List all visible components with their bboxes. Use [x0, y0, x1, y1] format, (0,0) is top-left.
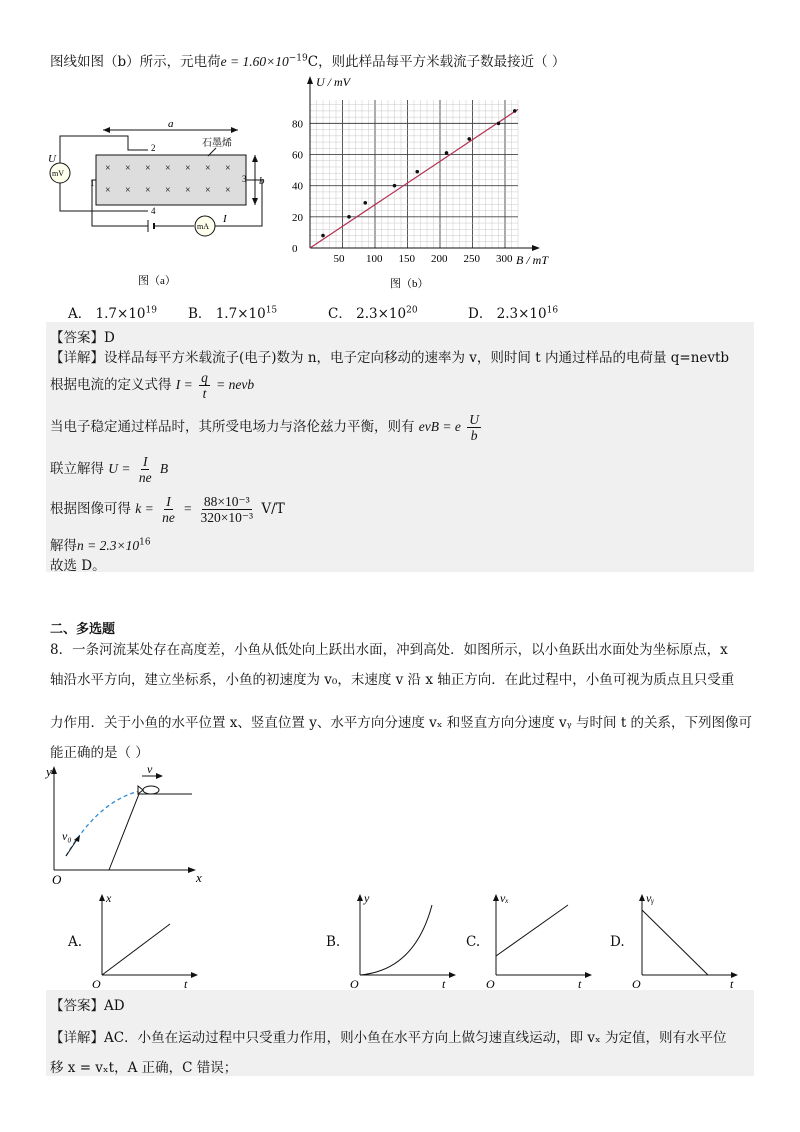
graph-option-b[interactable] — [326, 890, 466, 990]
mv-label: mV — [52, 169, 64, 178]
section-heading: 二、多选题 — [50, 622, 116, 637]
option-a-letter: A． — [68, 306, 92, 322]
q7-detail-5 — [50, 494, 285, 525]
frac-num: I — [142, 454, 148, 469]
label-a: a — [168, 118, 174, 130]
y-tick-label: 20 — [292, 211, 303, 224]
terminal-2: 2 — [151, 143, 156, 153]
frac-num: U — [469, 412, 479, 427]
option-b-letter: B． — [188, 306, 212, 322]
q8-detail-1-text: AC．小鱼在运动过程中只受重力作用，则小鱼在水平方向上做匀速直线运动，即 vₓ 为定值，则有水平位 — [104, 1030, 727, 1046]
graph-d-letter: D. — [610, 934, 625, 950]
option-c-letter: C． — [328, 306, 352, 322]
fish-jump-scene — [44, 762, 214, 887]
q7-detail-5-eq: k = — [135, 501, 154, 516]
option-c-exp: 20 — [406, 305, 418, 316]
data-point — [497, 122, 501, 126]
graph-d — [632, 890, 748, 990]
q7-detail-3-pre: 当电子稳定通过样品时，其所受电场力与洛伦兹力平衡，则有 — [50, 419, 415, 435]
q7-detail-head: 【详解】 — [50, 350, 104, 366]
graph-a-letter: A. — [68, 934, 83, 950]
svg-text:×: × — [225, 163, 231, 174]
frac-den: ne — [162, 510, 175, 525]
option-b-value: 1.7×10 — [215, 306, 266, 322]
svg-text:×: × — [145, 163, 151, 174]
x-tick-label: 300 — [496, 253, 513, 265]
graph-d-ylabel: vᵧ — [646, 891, 655, 905]
option-d-exp: 16 — [546, 305, 559, 316]
svg-text:×: × — [105, 185, 111, 196]
figure-b-chart — [282, 74, 562, 296]
option-a-exp: 19 — [145, 305, 157, 316]
q8-detail-head: 【详解】 — [50, 1030, 104, 1046]
frac-num: I — [166, 494, 171, 509]
graph-b-letter: B. — [326, 934, 341, 950]
q7-detail-5-eq2: = — [183, 501, 193, 516]
graph-c-ylabel: vₓ — [500, 891, 509, 905]
q7-detail-2-eq: I = — [175, 377, 193, 392]
q8-line-4: 能正确的是（ ） — [50, 745, 149, 761]
graph-b-ylabel: y — [364, 891, 370, 905]
y-tick-label: 80 — [292, 118, 303, 131]
scene-x-label: x — [196, 870, 202, 885]
figure-a-caption: 图（a） — [138, 275, 176, 287]
v-label: v — [147, 762, 153, 776]
svg-text:×: × — [165, 163, 171, 174]
q7-detail-2-pre: 根据电流的定义式得 — [50, 377, 172, 393]
graph-d-xlabel: t — [730, 977, 734, 990]
graph-c-xlabel: t — [578, 977, 582, 990]
q7-detail-5-unit: V/T — [261, 501, 285, 517]
frac-num: q — [201, 370, 208, 385]
y-tick-label: 40 — [292, 180, 303, 193]
data-point — [393, 184, 397, 188]
chart-grid — [310, 100, 518, 248]
data-point — [321, 234, 325, 238]
x-tick-label: 100 — [366, 253, 383, 265]
graph-option-c[interactable] — [466, 890, 606, 990]
option-a-value: 1.7×10 — [95, 306, 146, 322]
frac-den: 320×10⁻³ — [200, 510, 254, 525]
data-point — [415, 170, 419, 174]
graphene-label: 石墨烯 — [202, 138, 232, 149]
svg-text:×: × — [205, 163, 211, 174]
graph-c — [486, 890, 596, 990]
graph-b-origin: O — [350, 977, 359, 990]
q7-intro-text: 图线如图（b）所示，元电荷 — [50, 54, 221, 70]
option-d-value: 2.3×10 — [496, 306, 547, 322]
q7-detail-6-eq: n = 2.3×10 — [77, 538, 140, 553]
q7-detail-1-text: 设样品每平方米载流子(电子)数为 n，电子定向移动的速率为 v，则时间 t 内通过样品的电荷量 q=nevtb — [104, 350, 730, 366]
svg-text:×: × — [185, 163, 191, 174]
q8-detail-2: 移 x = vₓt，A 正确，C 错误； — [50, 1060, 238, 1076]
q7-detail-7: 故选 D。 — [50, 558, 106, 574]
q7-detail-4 — [50, 454, 168, 485]
x-tick-label: 200 — [431, 253, 448, 265]
data-point — [445, 151, 449, 155]
q7-detail-3-eq: evB = e — [418, 419, 461, 434]
q7-detail-5-pre: 根据图像可得 — [50, 501, 131, 517]
fraction-i-over-ne — [137, 454, 154, 485]
q7-detail-1 — [50, 346, 729, 366]
option-b-exp: 15 — [265, 305, 278, 316]
q7-charge: e = 1.60×10 — [220, 54, 289, 69]
figure-b-caption: 图（b） — [390, 278, 429, 290]
graph-b-xlabel: t — [442, 977, 446, 990]
frac-den: t — [202, 386, 207, 401]
q7-detail-4-pre: 联立解得 — [50, 461, 104, 477]
q7-detail-4-eq: U = — [108, 461, 131, 476]
x-tick-label: 50 — [333, 253, 345, 265]
q8-line-3: 力作用．关于小鱼的水平位置 x、竖直位置 y、水平方向分速度 vₓ 和竖直方向分速度 vᵧ 与时间 t 的关系，下列图像可 — [50, 715, 753, 731]
q7-detail-6 — [50, 534, 151, 554]
q7-detail-2-post: = nevb — [216, 377, 255, 392]
svg-text:×: × — [145, 185, 151, 196]
frac-den: ne — [138, 470, 152, 485]
terminal-4: 4 — [151, 206, 156, 216]
q8-line-1: 8．一条河流某处存在高度差，小鱼从低处向上跃出水面，冲到高处．如图所示，以小鱼跃出水面处为坐标原点，x — [50, 642, 728, 658]
graph-b — [350, 890, 460, 990]
fraction-i-over-ne-2 — [160, 494, 177, 525]
q7-intro — [50, 50, 565, 70]
q8-line-2: 轴沿水平方向，建立坐标系，小鱼的初速度为 v₀，末速度 v 沿 x 轴正方向．在此过程中，小鱼可视为质点且只受重 — [50, 672, 735, 688]
svg-text:×: × — [105, 163, 111, 174]
q7-answer: 【答案】D — [50, 330, 115, 346]
option-d-letter: D． — [468, 306, 493, 322]
option-b[interactable] — [188, 302, 277, 322]
v0-label: v₀ — [62, 829, 72, 843]
y-axis-arrow — [307, 76, 313, 84]
chart-xlabel: B / mT — [516, 253, 549, 267]
fraction-88-over-320 — [199, 494, 256, 525]
label-I: I — [223, 213, 227, 225]
data-point — [513, 109, 517, 113]
q7-detail-2 — [50, 370, 254, 401]
graphene-sample — [96, 155, 246, 205]
q7-charge-unit: C，则此样品每平方米载流子数最接近（ ） — [307, 54, 566, 70]
data-point — [363, 201, 367, 205]
terminal-3: 3 — [242, 174, 247, 184]
scene-origin: O — [52, 872, 62, 887]
graph-a — [92, 890, 202, 990]
option-c-value: 2.3×10 — [356, 306, 407, 322]
bank — [109, 794, 192, 870]
trajectory — [66, 790, 144, 856]
scene-y-label: y — [46, 764, 52, 779]
graph-option-d[interactable] — [610, 890, 750, 990]
fraction-u-over-b — [467, 412, 481, 443]
option-c[interactable] — [328, 302, 418, 322]
data-point — [347, 215, 351, 219]
q8-answer: 【答案】AD — [50, 998, 125, 1014]
label-U: U — [48, 153, 56, 165]
q7-detail-6-exp: 16 — [139, 537, 151, 548]
svg-text:×: × — [225, 185, 231, 196]
fraction-q-over-t — [199, 370, 210, 401]
option-a[interactable] — [68, 302, 157, 322]
graph-option-a[interactable] — [68, 890, 208, 990]
fish-icon — [143, 786, 159, 794]
q7-detail-4-post: B — [159, 461, 169, 476]
graph-c-letter: C. — [466, 934, 481, 950]
svg-text:×: × — [205, 185, 211, 196]
graph-d-origin: O — [632, 977, 641, 990]
graph-c-origin: O — [486, 977, 495, 990]
svg-text:×: × — [125, 185, 131, 196]
q8-detail-1 — [50, 1026, 727, 1046]
svg-text:×: × — [125, 163, 131, 174]
terminal-1: 1 — [90, 178, 95, 188]
x-tick-label: 150 — [398, 253, 415, 265]
ma-label: mA — [197, 222, 209, 231]
x-tick-label: 250 — [463, 253, 480, 265]
label-b: b — [259, 175, 265, 187]
graph-a-ylabel: x — [106, 891, 112, 905]
option-d[interactable] — [468, 302, 558, 322]
x-axis-arrow — [532, 245, 540, 251]
figure-a-circuit — [48, 118, 278, 288]
y-tick-label: 0 — [292, 243, 298, 255]
svg-text:×: × — [185, 185, 191, 196]
q7-detail-3 — [50, 412, 483, 443]
chart-ylabel: U / mV — [316, 75, 350, 89]
q7-detail-6-pre: 解得 — [50, 538, 77, 554]
q7-charge-exp: −19 — [288, 53, 308, 64]
svg-text:×: × — [165, 185, 171, 196]
frac-num: 88×10⁻³ — [203, 494, 250, 509]
y-tick-label: 60 — [292, 149, 303, 162]
graph-a-origin: O — [92, 977, 101, 990]
frac-den: b — [470, 428, 478, 443]
data-point — [467, 137, 471, 141]
graph-a-xlabel: t — [184, 977, 188, 990]
